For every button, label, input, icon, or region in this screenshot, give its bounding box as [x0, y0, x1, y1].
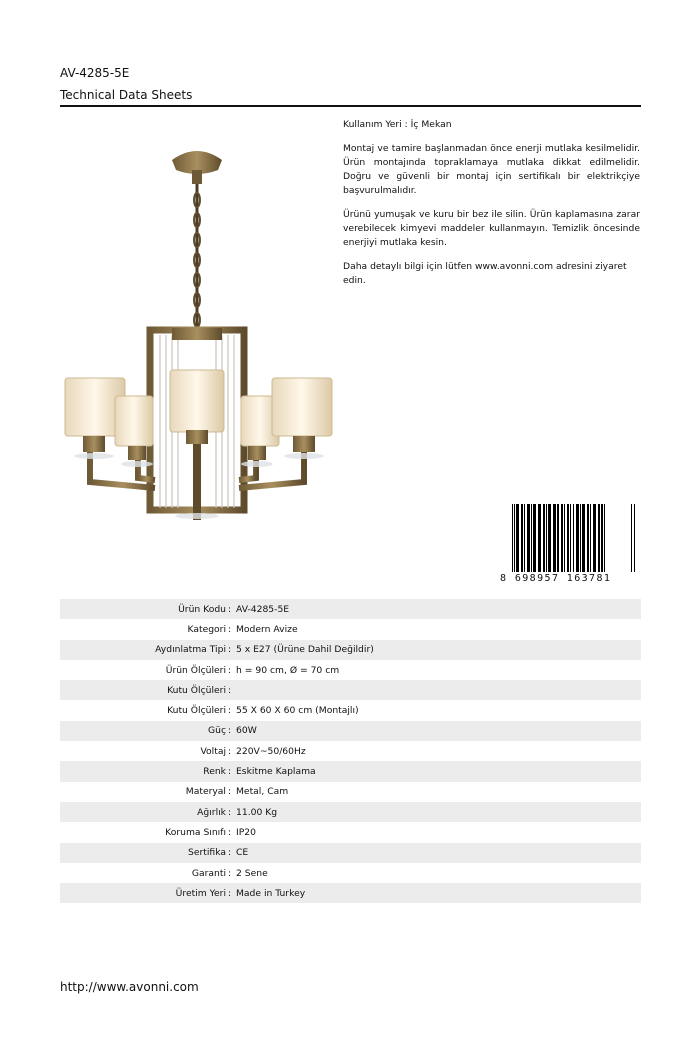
- barcode-bar: [533, 504, 536, 572]
- spec-label: Ağırlık: [197, 806, 226, 818]
- spec-label: Materyal: [185, 786, 226, 798]
- barcode-bar: [521, 504, 523, 572]
- spec-label: Koruma Sınıfı: [165, 826, 226, 838]
- spec-label: Kutu Ölçüleri: [167, 705, 226, 717]
- spec-row-color: [60, 761, 641, 781]
- spec-value: 220V~50/60Hz: [236, 745, 306, 757]
- spec-separator: :: [228, 786, 232, 798]
- barcode-bar: [593, 504, 596, 572]
- spec-row-product-code: [60, 599, 641, 619]
- spec-label: Güç: [208, 725, 226, 737]
- barcode-bar: [576, 504, 579, 572]
- spec-label: Ürün Kodu: [178, 603, 226, 615]
- spec-value: Metal, Cam: [236, 786, 289, 798]
- spec-separator: :: [228, 887, 232, 899]
- spec-value: h = 90 cm, Ø = 70 cm: [236, 664, 340, 676]
- spec-separator: :: [228, 867, 232, 879]
- barcode-bar: [516, 504, 519, 572]
- barcode-bar: [567, 504, 569, 572]
- spec-label: Aydınlatma Tipi: [155, 644, 226, 656]
- spec-value: Eskitme Kaplama: [236, 766, 316, 778]
- spec-row-box-dimensions: [60, 680, 641, 700]
- spec-label: Renk: [203, 766, 226, 778]
- spec-separator: :: [228, 806, 232, 818]
- spec-separator: :: [228, 623, 232, 635]
- spec-row-voltage: [60, 741, 641, 761]
- spec-row-certificate: [60, 843, 641, 863]
- spec-separator: :: [228, 644, 232, 656]
- spec-value: CE: [236, 847, 249, 859]
- spec-value: 55 X 60 X 60 cm (Montajlı): [236, 705, 359, 717]
- barcode-bar: [546, 504, 547, 572]
- installation-warning: Montaj ve tamire başlanmadan önce enerji mutlaka kesilmelidir. Ürün montajında topraklamaya mutlaka dikkat edilmelidir. Doğru ve güvenli bir montaj için sertifikalı bir elektrikçiye başvurulmalıdır.: [343, 142, 640, 196]
- spec-row-material: [60, 782, 641, 802]
- spec-row-power: [60, 721, 641, 741]
- spec-value: 2 Sene: [236, 867, 268, 879]
- spec-label: Sertifika: [188, 847, 226, 859]
- barcode-bar: [604, 504, 605, 572]
- spec-separator: :: [228, 826, 232, 838]
- barcode-bar: [570, 504, 571, 572]
- spec-row-weight: [60, 802, 641, 822]
- barcode: [500, 502, 640, 586]
- spec-row-product-dimensions: [60, 660, 641, 680]
- website-link[interactable]: http://www.avonni.com: [60, 980, 199, 994]
- spec-row-lighting-type: [60, 640, 641, 660]
- cleaning-instructions: Ürünü yumuşak ve kuru bir bez ile silin. Ürün kaplamasına zarar verebilecek kimyevi maddeler kullanmayın. Temizlik öncesinde enerjiyi mutlaka kesin.: [343, 208, 640, 248]
- barcode-bar: [527, 504, 530, 572]
- usage-location: Kullanım Yeri : İç Mekan: [343, 119, 452, 130]
- barcode-bar: [573, 504, 574, 572]
- spec-label: Üretim Yeri: [175, 887, 226, 899]
- spec-separator: :: [228, 603, 232, 615]
- barcode-bar: [557, 504, 559, 572]
- spec-value: Made in Turkey: [236, 887, 306, 899]
- spec-separator: :: [228, 705, 232, 717]
- barcode-digits: 8 698957 163781: [500, 572, 640, 586]
- spec-value: AV-4285-5E: [236, 603, 290, 615]
- spec-row-category: [60, 619, 641, 639]
- spec-row-origin: [60, 883, 641, 903]
- barcode-bar: [564, 504, 565, 572]
- spec-value: 60W: [236, 725, 257, 737]
- spec-table: [60, 599, 641, 903]
- barcode-bar: [531, 504, 532, 572]
- barcode-bar: [580, 504, 581, 572]
- barcode-bar: [524, 504, 525, 572]
- barcode-bar: [543, 504, 545, 572]
- spec-row-protection-class: [60, 822, 641, 842]
- spec-row-warranty: [60, 863, 641, 883]
- barcode-bar: [582, 504, 585, 572]
- barcode-bar: [561, 504, 563, 572]
- spec-separator: :: [228, 847, 232, 859]
- spec-separator: :: [228, 725, 232, 737]
- spec-separator: :: [228, 766, 232, 778]
- spec-separator: :: [228, 684, 232, 696]
- header-divider: [60, 105, 641, 107]
- barcode-bar: [587, 504, 589, 572]
- spec-label: Voltaj: [200, 745, 226, 757]
- spec-value: 11.00 Kg: [236, 806, 278, 818]
- barcode-bar: [598, 504, 600, 572]
- spec-value: 5 x E27 (Ürüne Dahil Değildir): [236, 644, 374, 656]
- barcode-bar: [548, 504, 551, 572]
- page-subtitle: Technical Data Sheets: [60, 88, 193, 102]
- product-image: [60, 130, 340, 550]
- product-code-heading: AV-4285-5E: [60, 66, 130, 80]
- spec-label: Ürün Ölçüleri: [165, 664, 226, 676]
- spec-separator: :: [228, 664, 232, 676]
- spec-value: IP20: [236, 826, 256, 838]
- spec-separator: :: [228, 745, 232, 757]
- spec-label: Garanti: [191, 867, 226, 879]
- barcode-bar: [538, 504, 541, 572]
- spec-label: Kategori: [187, 623, 226, 635]
- spec-value: Modern Avize: [236, 623, 298, 635]
- spec-label: Kutu Ölçüleri: [167, 684, 226, 696]
- more-info-note: Daha detaylı bilgi için lütfen www.avonni.com adresini ziyaret edin.: [343, 260, 627, 286]
- product-info: [343, 118, 640, 298]
- barcode-bar: [601, 504, 603, 572]
- spec-row-box-dimensions-assembled: [60, 700, 641, 720]
- barcode-bar: [590, 504, 591, 572]
- barcode-bar: [553, 504, 556, 572]
